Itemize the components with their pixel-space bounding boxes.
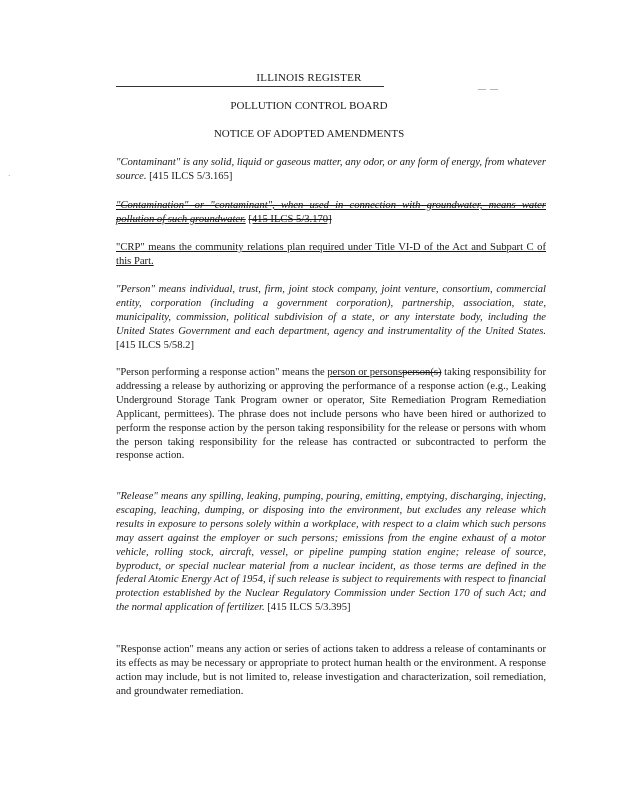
definition-text: "Release" means any spilling, leaking, pumping, pouring, emitting, emptying, discharging, injecting, escaping, leaching, dumping, or disposing into the environment, but excludes any release which results in exposure to persons solely within a workplace, with respect to a claim which such persons may assert against the employer or such persons; emissions from the engine exhaust of a motor vehicle, rolling stock, aircraft, vessel, or pipeline pumping station engine; release of source, byproduct, or special nuclear material from a nuclear incident, as those terms are defined in the federal Atomic Energy Act of 1954, if such release is subject to requirements with respect to financial protection established by the Nuclear Regulatory Commission under Section 170 of such Act; and the normal application of fertilizer. [116,491,546,614]
definition-contaminant [116,156,546,184]
citation: [415 ILCS 5/3.165] [149,170,233,182]
definition-release [116,490,546,615]
citation: [415 ILCS 5/58.2] [116,339,194,351]
deleted-text: person(s) [402,367,442,378]
definition-contamination [116,199,546,227]
register-title: ILLINOIS REGISTER [256,72,362,84]
definition-person-performing [116,366,546,463]
definition-person [116,283,546,353]
definition-text: "Person" means individual, trust, firm, joint stock company, joint venture, consortium, commercial entity, corporation (including a government corporation), partnership, association, state, municipality, commission, political subdivision of a state, or any interstate body, including the United States Government and each department, agency and instrumentality of the United States. [116,284,546,337]
header-rule [116,86,384,87]
citation: [415 ILCS 5/3.395] [267,602,351,614]
definition-response-action [116,643,546,699]
definition-lead: "Person performing a response action" means the [116,367,325,378]
deleted-citation: [415 ILCS 5/3.170] [248,213,332,225]
inserted-text: person or persons [327,367,403,378]
deleted-definition-text: "Contamination" or "contaminant", when used in connection with groundwater, means water pollution of such groundwater. [116,200,546,225]
definition-crp [116,241,546,269]
inserted-definition-text: "CRP" means the community relations plan required under Title VI-D of the Act and Subpart C of this Part. [116,242,546,267]
left-margin-mark: · [8,172,11,180]
definition-text: "Contaminant" is any solid, liquid or gaseous matter, any odor, or any form of energy, from whatever source. [116,157,546,182]
definition-rest: taking responsibility for addressing a release by authorizing or approving the performance of a response action (e.g., Leaking Underground Storage Tank Program owner or operator, Site Remediation Program Remediation Applicant, permittees). The phrase does not include persons who have been hired or authorized to perform the response action by the person taking responsibility for the release or persons with whom the person taking responsibility for the release has contracted or subcontracted to perform the response action. [116,367,546,462]
board-title: POLLUTION CONTROL BOARD [230,100,388,112]
top-right-mark: — — [478,84,499,93]
definition-text: "Response action" means any action or series of actions taken to address a release of contaminants or its effects as may be necessary or appropriate to protect human health or the environment. A response action may include, but is not limited to, release investigation and characterization, soil remediation, and groundwater remediation. [116,644,546,697]
notice-title: NOTICE OF ADOPTED AMENDMENTS [213,128,405,140]
